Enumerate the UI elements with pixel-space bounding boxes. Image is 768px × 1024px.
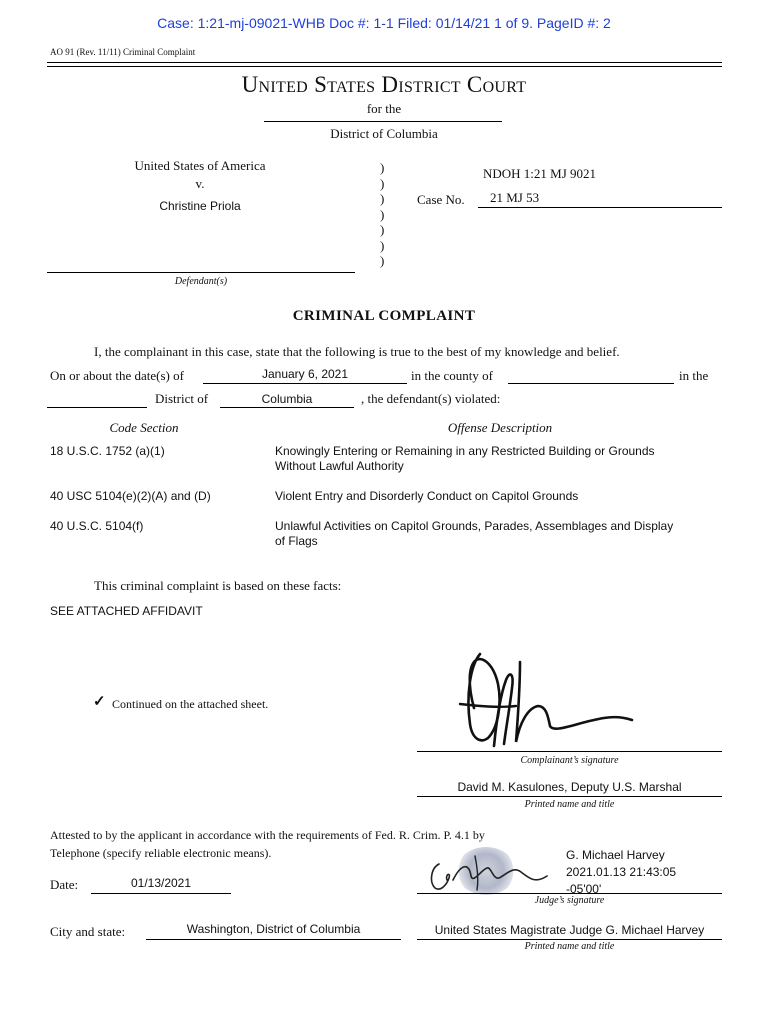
complainant-printed-rule [417, 796, 722, 797]
complainant-signature-rule [417, 751, 722, 752]
judge-signature-mark [425, 850, 555, 896]
offense-description-line: Unlawful Activities on Capitol Grounds, Parades, Assemblages and Display [275, 519, 674, 533]
district-value: Columbia [261, 392, 313, 406]
judge-signature-label: Judge’s signature [534, 895, 605, 906]
offense-code: 40 USC 5104(e)(2)(A) and (D) [50, 489, 211, 503]
attestation-line-1: Attested to by the applicant in accordance with the requirements of Fed. R. Crim. P. 4.1 by [50, 828, 485, 842]
date-label: Date: [50, 877, 79, 892]
offense-date-rule [203, 383, 407, 384]
facts-intro: This criminal complaint is based on these facts: [94, 578, 342, 593]
versus-text: v. [195, 176, 205, 191]
digital-signature-name: G. Michael Harvey [566, 848, 665, 862]
complaint-intro: I, the complainant in this case, state that the following is true to the best of my knowledge and belief. [94, 344, 620, 359]
case-no-rule [478, 207, 722, 208]
city-state-label: City and state: [50, 924, 126, 939]
defendant-rule [47, 272, 355, 273]
court-title: United States District Court [241, 72, 527, 97]
attestation-line-2: Telephone (specify reliable electronic means). [50, 846, 272, 860]
attestation-date-rule [91, 893, 231, 894]
complainant-printed-label: Printed name and title [524, 799, 615, 810]
defendant-label: Defendant(s) [174, 276, 228, 287]
continued-label: Continued on the attached sheet. [112, 697, 269, 711]
district-value-rule [220, 407, 354, 408]
date-prefix: On or about the date(s) of [50, 368, 184, 383]
judge-printed-rule [417, 939, 722, 940]
header-double-rule [47, 62, 722, 67]
offense-code: 40 U.S.C. 5104(f) [50, 519, 144, 533]
defendant-name: Christine Priola [159, 199, 241, 213]
continued-checkbox[interactable]: ✓ [93, 694, 106, 710]
digital-signature-datetime: 2021.01.13 21:43:05 [566, 865, 677, 879]
judge-printed-name: United States Magistrate Judge G. Michael Harvey [434, 923, 705, 937]
case-no-label: Case No. [417, 192, 465, 207]
caption-parentheses: ) ) ) ) ) ) ) [380, 160, 385, 268]
plaintiff-name: United States of America [134, 158, 266, 173]
offense-description-line: of Flags [275, 534, 318, 548]
case-number-primary: NDOH 1:21 MJ 9021 [483, 166, 597, 181]
for-the-text: for the [366, 101, 402, 116]
judge-printed-label: Printed name and title [524, 941, 615, 952]
offense-code: 18 U.S.C. 1752 (a)(1) [50, 444, 165, 458]
district-name: District of Columbia [330, 126, 438, 141]
digital-signature-timezone: -05'00' [566, 882, 602, 896]
violated-text: , the defendant(s) violated: [361, 391, 501, 406]
offense-date-value: January 6, 2021 [261, 367, 349, 381]
case-header: Case: 1:21-mj-09021-WHB Doc #: 1-1 Filed: 01/14/21 1 of 9. PageID #: 2 [157, 15, 611, 31]
attestation-date-value: 01/13/2021 [130, 876, 192, 890]
case-number-secondary: 21 MJ 53 [490, 190, 540, 205]
in-the-text: in the [679, 368, 709, 383]
district-label: District of [155, 391, 209, 406]
city-state-rule [146, 939, 401, 940]
county-prefix: in the county of [411, 368, 493, 383]
offense-description-header: Offense Description [447, 420, 553, 435]
district-rule [264, 121, 502, 122]
complainant-signature-label: Complainant’s signature [520, 755, 619, 766]
code-section-header: Code Section [109, 420, 179, 435]
complainant-signature-mark [458, 646, 636, 750]
judge-signature-rule [417, 893, 722, 894]
city-state-value: Washington, District of Columbia [186, 922, 361, 936]
complainant-printed-name: David M. Kasulones, Deputy U.S. Marshal [457, 780, 682, 794]
offense-description-line: Knowingly Entering or Remaining in any Restricted Building or Grounds [275, 444, 655, 458]
form-identifier: AO 91 (Rev. 11/11) Criminal Complaint [50, 47, 196, 57]
complaint-title: CRIMINAL COMPLAINT [292, 308, 476, 324]
county-rule [508, 383, 674, 384]
district-blank-rule [47, 407, 147, 408]
facts-value: SEE ATTACHED AFFIDAVIT [50, 604, 203, 618]
offense-description-line: Violent Entry and Disorderly Conduct on Capitol Grounds [275, 489, 579, 503]
offense-description-line: Without Lawful Authority [275, 459, 404, 473]
